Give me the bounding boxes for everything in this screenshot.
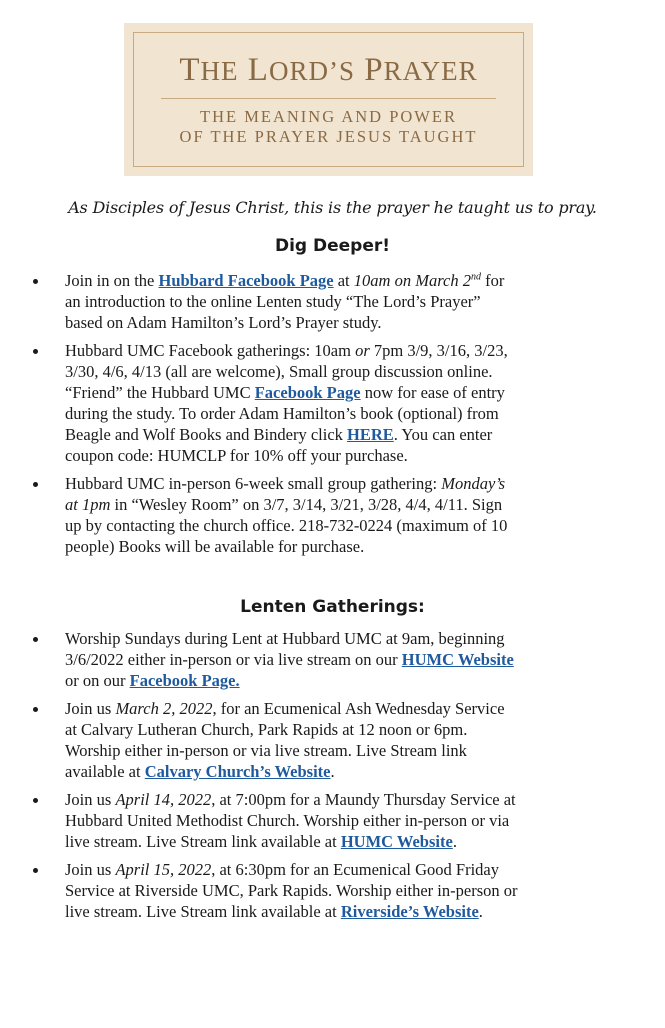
text-run: 7pm 3/9, 3/16, 3/23, (369, 341, 508, 360)
banner-subtitle-line-2: OF THE PRAYER JESUS TAUGHT (179, 127, 478, 146)
text-run: coupon code: HUMCLP for 10% off your purchase. (65, 446, 408, 465)
text-line (65, 698, 635, 719)
text-line (65, 670, 635, 691)
text-run: Join us (65, 790, 116, 809)
humc-website-link[interactable]: HUMC Website (401, 650, 514, 669)
text-line (65, 382, 635, 403)
text-run: Hubbard UMC Facebook gatherings: 10am (65, 341, 356, 360)
riverside-s-website-link[interactable]: Riverside’s Website (340, 902, 479, 921)
text-run: March 2, 2022 (115, 699, 213, 718)
calvary-church-s-website-link[interactable]: Calvary Church’s Website (144, 762, 331, 781)
text-run: April 14, 2022 (115, 790, 212, 809)
text-run: available at (65, 762, 145, 781)
facebook-page-link[interactable]: Facebook Page. (129, 671, 240, 690)
list-item (0, 340, 665, 466)
text-line (65, 473, 635, 494)
list-item (0, 698, 665, 782)
text-run: based on Adam Hamilton’s Lord’s Prayer study. (65, 313, 382, 332)
text-run: April 15, 2022 (115, 860, 212, 879)
bullet-icon (33, 637, 38, 642)
text-run: Join us (65, 860, 116, 879)
text-run: Service at Riverside UMC, Park Rapids. Worship either in-person or (65, 881, 518, 900)
text-line (65, 445, 635, 466)
text-run: . (452, 832, 457, 851)
text-run: for (480, 271, 505, 290)
text-run: . You can enter (393, 425, 493, 444)
text-line (65, 810, 635, 831)
text-run: an introduction to the online Lenten study “The Lord’s Prayer” (65, 292, 481, 311)
text-run: 3/6/2022 either in-person or via live stream on our (65, 650, 402, 669)
text-line (65, 424, 635, 445)
list-item (0, 789, 665, 852)
text-line (65, 340, 635, 361)
here-link[interactable]: HERE (347, 425, 394, 444)
text-run: live stream. Live Stream link available at (65, 902, 341, 921)
superscript (471, 272, 481, 283)
text-line (65, 515, 635, 536)
text-run: 3/30, 4/6, 4/13 (all are welcome), Small group discussion online. (65, 362, 493, 381)
banner-divider (161, 98, 496, 99)
text-run: “Friend” the Hubbard UMC (65, 383, 255, 402)
bullet-icon (33, 482, 38, 487)
bullet-icon (33, 279, 38, 284)
list-item (0, 628, 665, 691)
humc-website-link[interactable]: HUMC Website (340, 832, 453, 851)
text-run: . (330, 762, 335, 781)
text-line (65, 291, 635, 312)
banner-frame (133, 32, 524, 167)
text-run: Hubbard UMC in-person 6-week small group gathering: (65, 474, 442, 493)
hubbard-facebook-page-link[interactable]: Hubbard Facebook Page (158, 271, 334, 290)
list-item (0, 859, 665, 922)
text-line (65, 270, 635, 291)
text-run: at (333, 271, 354, 290)
banner-title: THE LORD’S PRAYER (179, 52, 478, 88)
facebook-page-link[interactable]: Facebook Page (254, 383, 361, 402)
text-run: , for an Ecumenical Ash Wednesday Service (212, 699, 505, 718)
dig-deeper-list (0, 270, 665, 564)
tagline: As Disciples of Jesus Christ, this is the prayer he taught us to pray. (68, 198, 597, 217)
text-run: 10am on March 2 (353, 271, 471, 290)
text-run: Worship either in-person or via live stream. Live Stream link (65, 741, 467, 760)
text-line (65, 901, 635, 922)
text-line (65, 740, 635, 761)
text-line (65, 361, 635, 382)
text-run: Beagle and Wolf Books and Bindery click (65, 425, 348, 444)
text-run: at Calvary Lutheran Church, Park Rapids at 12 noon or 6pm. (65, 720, 468, 739)
text-line (65, 628, 635, 649)
text-run: at 1pm (65, 495, 111, 514)
text-run: Hubbard United Methodist Church. Worship either in-person or via (65, 811, 510, 830)
text-run: Join in on the (65, 271, 159, 290)
section-heading-lenten-gatherings: Lenten Gatherings: (240, 597, 425, 617)
text-line (65, 649, 635, 670)
text-line (65, 403, 635, 424)
text-run: up by contacting the church office. 218-732-0224 (maximum of 10 (65, 516, 508, 535)
text-run: now for ease of entry (360, 383, 505, 402)
text-line (65, 789, 635, 810)
bullet-icon (33, 868, 38, 873)
lenten-gatherings-list (0, 628, 665, 929)
text-run: . (478, 902, 483, 921)
text-line (65, 719, 635, 740)
text-run: live stream. Live Stream link available at (65, 832, 341, 851)
text-run: , at 7:00pm for a Maundy Thursday Service at (211, 790, 516, 809)
banner-subtitle-line-1: THE MEANING AND POWER (200, 107, 457, 126)
text-line (65, 859, 635, 880)
text-run: in “Wesley Room” on 3/7, 3/14, 3/21, 3/28, 4/4, 4/11. Sign (110, 495, 503, 514)
bullet-icon (33, 798, 38, 803)
text-line (65, 761, 635, 782)
banner-image (124, 23, 533, 176)
text-run: Monday’s (441, 474, 506, 493)
text-run: , at 6:30pm for an Ecumenical Good Friday (211, 860, 499, 879)
text-run: or (355, 341, 370, 360)
text-line (65, 880, 635, 901)
list-item (0, 473, 665, 557)
text-run: nd (470, 271, 481, 283)
text-line (65, 831, 635, 852)
section-heading-dig-deeper: Dig Deeper! (274, 236, 391, 256)
bullet-icon (33, 349, 38, 354)
text-run: Worship Sundays during Lent at Hubbard UMC at 9am, beginning (65, 629, 505, 648)
text-line (65, 494, 635, 515)
text-run: or on our (65, 671, 130, 690)
text-run: people) Books will be available for purchase. (65, 537, 365, 556)
text-run: during the study. To order Adam Hamilton’s book (optional) from (65, 404, 499, 423)
list-item (0, 270, 665, 333)
bullet-icon (33, 707, 38, 712)
text-run: Join us (65, 699, 116, 718)
text-line (65, 536, 635, 557)
text-line (65, 312, 635, 333)
